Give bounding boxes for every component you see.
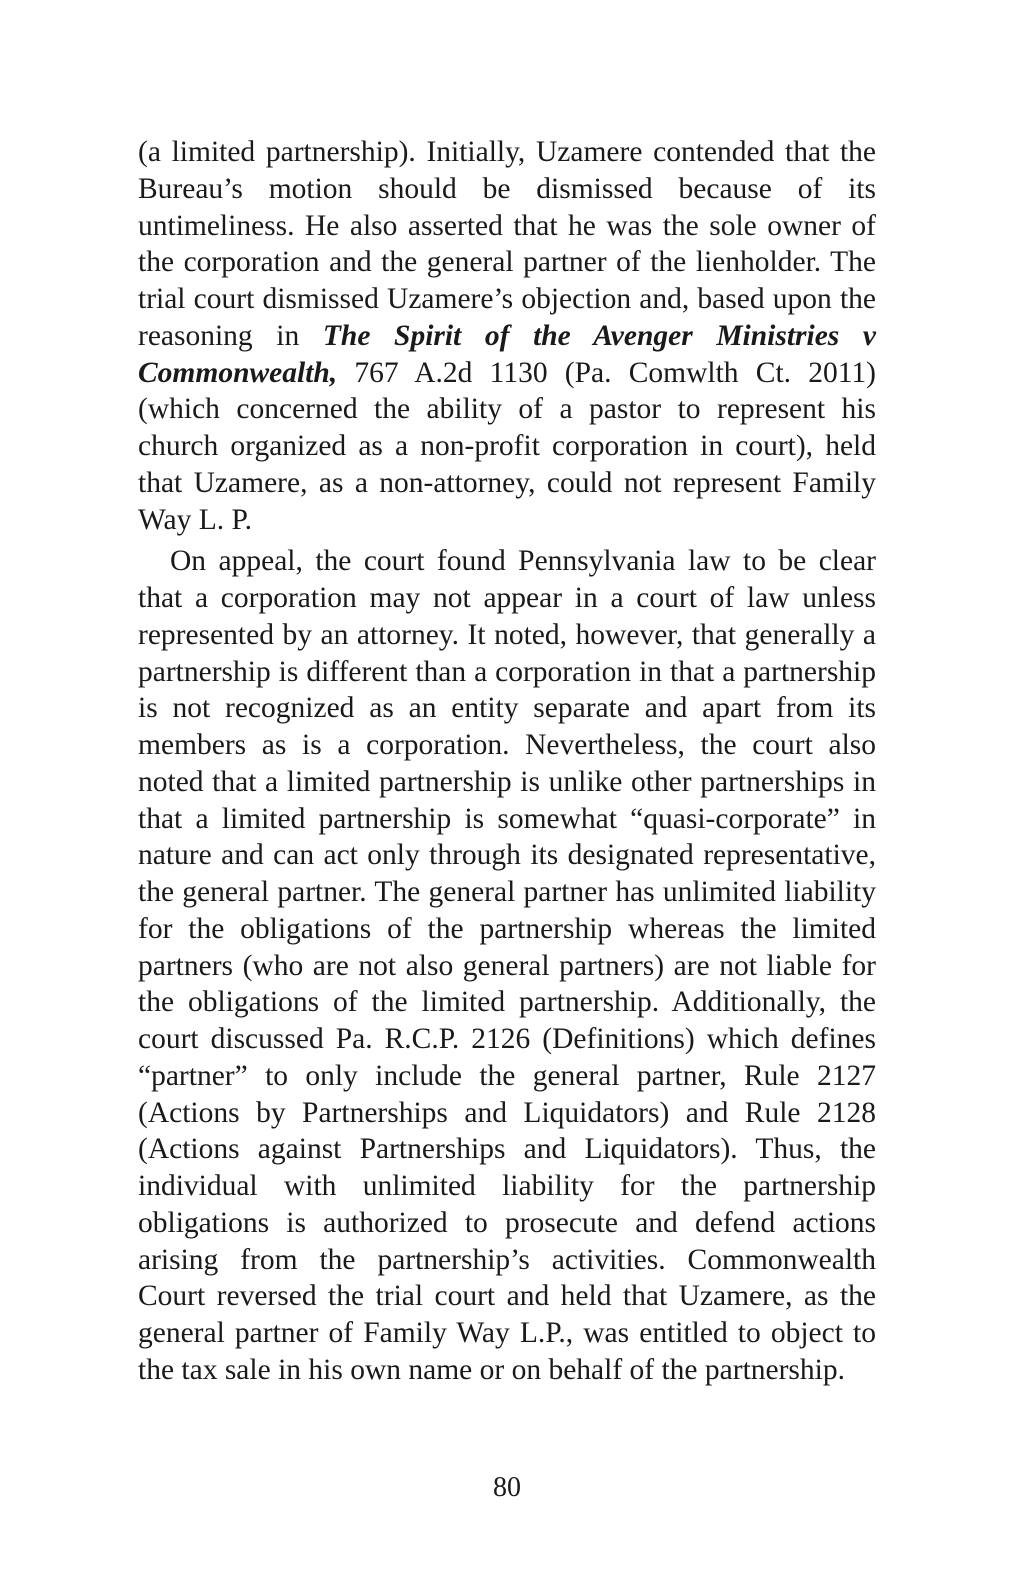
- paragraph-1: [138, 134, 876, 538]
- page-number: 80: [493, 1472, 521, 1503]
- paragraph-1-tail: 767 A.2d 1130 (Pa. Comwlth Ct. 2011) (which concerned the ability of a pastor to represent his church organized as a non-profit corporation in court), held that Uzamere, as a non-attorney, could not represent Family Way L. P.: [138, 356, 876, 536]
- paragraph-2: On appeal, the court found Pennsylvania law to be clear that a corporation may not appear in a court of law unless represented by an attorney. It noted, however, that generally a partnership is different than a corporation in that a partnership is not recognized as an entity separate and apart from its members as is a corporation. Nevertheless, the court also noted that a limited partnership is unlike other partnerships in that a limited partnership is somewhat “quasi-corporate” in nature and can act only through its designated representative, the general partner. The general partner has unlimited liability for the obligations of the partnership whereas the limited partners (who are not also general partners) are not liable for the obligations of the limited partnership. Additionally, the court discussed Pa. R.C.P. 2126 (Definitions) which defines “partner” to only include the general partner, Rule 2127 (Actions by Partnerships and Liquidators) and Rule 2128 (Actions against Partnerships and Liquidators). Thus, the individual with unlimited liability for the partnership obligations is authorized to prosecute and defend actions arising from the partnership’s activities. Commonwealth Court reversed the trial court and held that Uzamere, as the general partner of Family Way L.P., was entitled to object to the tax sale in his own name or on behalf of the partnership.: [138, 545, 876, 1386]
- paragraph-1-lead: (a limited partnership). Initially, Uzamere contended that the Bureau’s motion should be dismissed because of its untimeliness. He also asserted that he was the sole owner of the corporation and the general partner of the lienholder. The trial court dismissed Uzamere’s objection and, based upon the reasoning in: [138, 136, 876, 352]
- case-citation-name: The Spirit of the Avenger Ministries v Commonwealth,: [138, 319, 877, 389]
- body-text: [138, 134, 876, 1389]
